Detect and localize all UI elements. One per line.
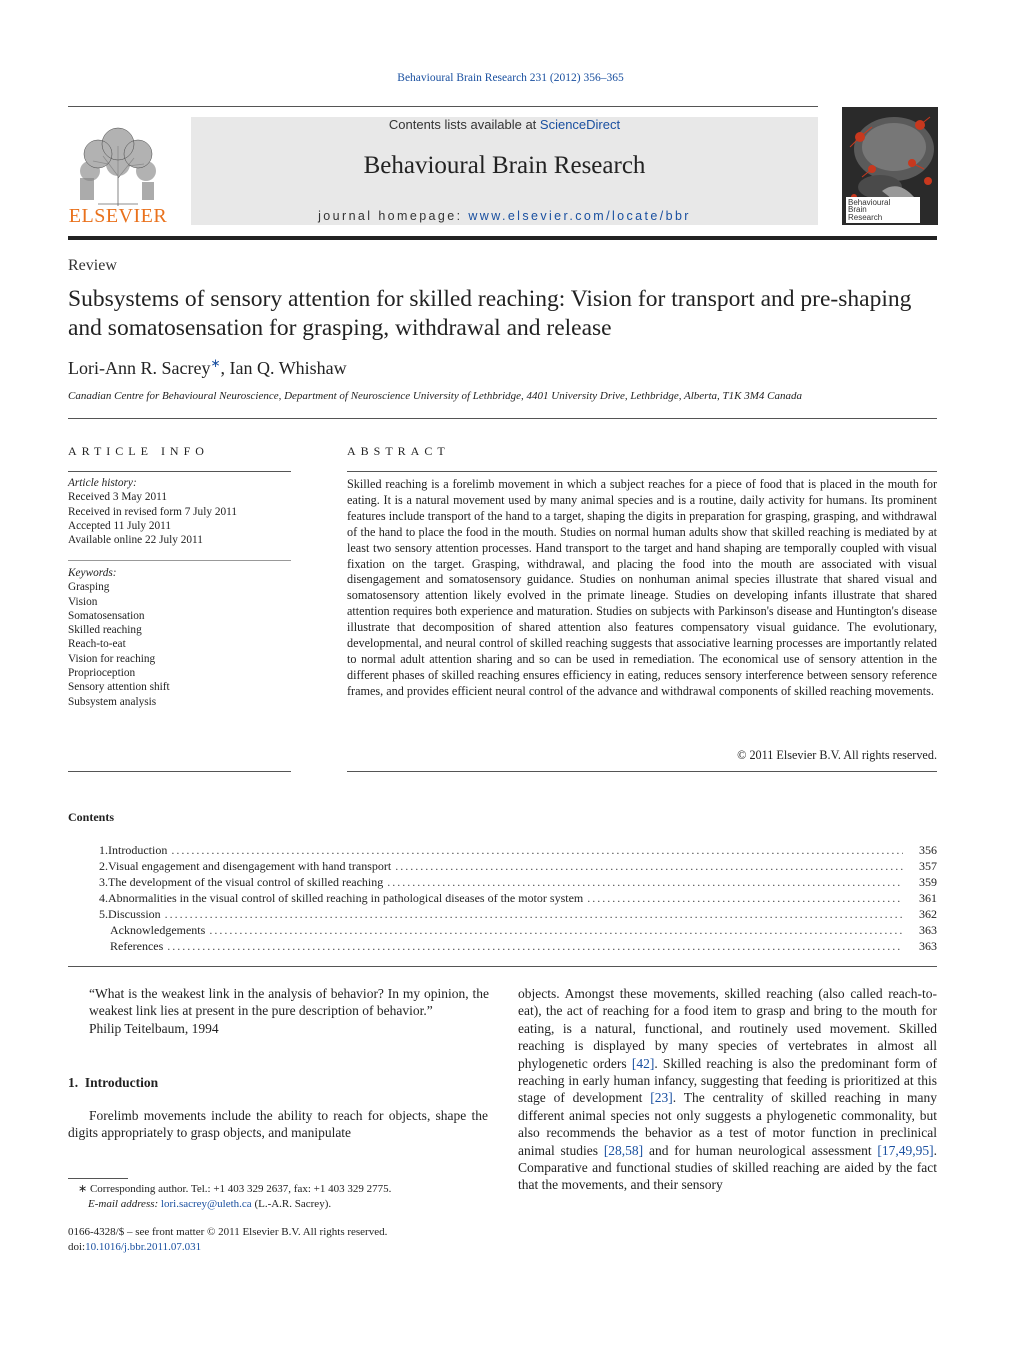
epigraph-source: Philip Teitelbaum, 1994 (89, 1020, 219, 1036)
journal-citation[interactable]: Behavioural Brain Research 231 (2012) 356–365 (397, 72, 624, 84)
keyword: Vision (68, 595, 98, 608)
toc-item-discussion[interactable]: 5. Discussion . . . 362 (68, 907, 937, 923)
corresponding-author-footnote: ∗ Corresponding author. Tel.: +1 403 329 2637, fax: +1 403 329 2775. E-mail address: lori.sacrey@uleth.ca (L.-A.R. Sacrey). (78, 1183, 392, 1210)
introduction-heading: 1. Introduction (68, 1075, 159, 1090)
toc-item-development[interactable]: 3. The development of the visual control of skilled reaching . . . 359 (68, 875, 937, 891)
keyword: Skilled reaching (68, 624, 142, 637)
abstract-text: Skilled reaching is a forelimb movement in which a subject reaches for a piece of food that is placed in the mouth for eating. It is a natural movement used by many animal species and is a routine, daily activity for humans. Its prominent features include transport of the hand to a target, shaping the digits in preparation for grasping, grasping, and withdrawal of the hand to place the food in the mouth. Studies on normal human adults show that skilled reaching is mediated by at least two sensory attention processes. Hand transport to the target and hand shaping are temporally coupled with visual fixation on the target. Grasping, withdrawal, and placing the food into the mouth are associated with visual disengagement and somatosensory guidance. Studies on nonhuman animal species illustrate that shared visual and somatosensory attention likely evolved in the primate lineage. Studies on developing infants illustrate that shared attention requires both experience and maturation. Studies on subjects with Parkinson's disease and Huntington's disease illustrate that decomposition of shared attention also features compensatory visual guidance. The evolutionary, developmental, and neural control of skilled reaching suggests that associative learning processes are importantly related to normal adult attention sharing and so can be used in remediation. The economical use of sensory attention in the different phases of skilled reaching ensures efficiency in eating, reduces sensory interference between sensory reference frames, and provides efficient neural control of the advance and withdrawal components of skilled reaching movements. (347, 477, 937, 698)
abstract-bottom-rule (347, 771, 937, 772)
contents-bottom-rule (68, 966, 937, 967)
keyword: Subsystem analysis (68, 695, 157, 708)
header-rule (68, 106, 818, 107)
keywords-rule (68, 560, 291, 561)
reference-link[interactable]: [28,58] (603, 1142, 644, 1158)
journal-cover-thumbnail[interactable] (842, 107, 938, 225)
sciencedirect-link[interactable]: ScienceDirect (539, 117, 621, 132)
journal-title: Behavioural Brain Research (363, 152, 646, 179)
elsevier-tree-icon (68, 116, 168, 208)
issn-line: 0166-4328/$ – see front matter © 2011 Elsevier B.V. All rights reserved. (68, 1226, 388, 1238)
keyword: Vision for reaching (68, 652, 156, 665)
toc-item-visual-engagement[interactable]: 2. Visual engagement and disengagement with hand transport . . . 357 (68, 859, 937, 875)
table-of-contents (68, 843, 937, 955)
cover-label: Behavioural Brain Research (846, 197, 920, 224)
author-whishaw: , Ian Q. Whishaw (220, 358, 347, 378)
introduction-continued: objects. Amongst these movements, skilled reaching (also called reach-to-eat), the act of reaching for a food item to grasp and bring to the mouth for eating, is a natural, functional, and routinely used movement. Skilled reaching is displayed by many species of vertebrates in almost all phylogenetic orders [42]. Skilled reaching is also the predominant form of reaching in early human infancy, suggesting that feeding is prioritized at this stage of development [23]. The centrality of skilled reaching in many different animal species not only suggests a phylogenetic commonality, but also recommends the behavior as a test of motor function in preclinical animal studies [28,58] and for human neurological assessment [17,49,95]. Comparative and functional studies of skilled reaching are aided by the fact that the movements, and their sensory (518, 986, 937, 1193)
article-meta: 0166-4328/$ – see front matter © 2011 Elsevier B.V. All rights reserved. doi:10.1016/j.bbr.2011.07.031 (68, 1225, 568, 1255)
article-title: Subsystems of sensory attention for skilled reaching: Vision for transport and pre-shaping and somatosensation for grasping, withdrawal and release (68, 286, 912, 341)
history-item: Accepted 11 July 2011 (68, 519, 172, 532)
contents-available-line: Contents lists available at ScienceDirect (388, 117, 621, 132)
footnote-rule (68, 1178, 128, 1179)
keyword: Sensory attention shift (68, 681, 170, 694)
abstract-rule (347, 471, 937, 472)
contents-heading: Contents (68, 810, 115, 824)
author-list (68, 356, 347, 379)
author-email-link[interactable]: lori.sacrey@uleth.ca (160, 1197, 252, 1210)
keyword: Reach-to-eat (68, 638, 126, 651)
keyword: Somatosensation (68, 609, 145, 622)
elsevier-wordmark: ELSEVIER (68, 205, 168, 227)
toc-item-introduction[interactable]: 1. Introduction . . . 356 (68, 843, 937, 859)
history-item: Available online 22 July 2011 (68, 534, 203, 547)
reference-link[interactable]: [17,49,95] (877, 1142, 934, 1158)
reference-link[interactable]: [23] (650, 1090, 673, 1106)
keyword: Proprioception (68, 667, 136, 680)
article-type: Review (68, 257, 117, 274)
article-info-bottom-rule (68, 771, 291, 772)
copyright: © 2011 Elsevier B.V. All rights reserved. (737, 748, 937, 762)
author-sacrey: Lori-Ann R. Sacrey (68, 358, 211, 378)
corresponding-author-mark[interactable]: ∗ (210, 356, 221, 370)
introduction-text: Forelimb movements include the ability to reach for objects, shape the digits appropriately to grasp objects, and manipulate (68, 1108, 488, 1141)
header-thick-rule (68, 236, 937, 240)
epigraph-quote: “What is the weakest link in the analysis of behavior? In my opinion, the weakest link lies at present in the pure description of behavior.” (89, 986, 489, 1019)
article-info-heading: ARTICLE INFO (68, 444, 209, 458)
toc-item-acknowledgements[interactable]: Acknowledgements . . . 363 (68, 923, 937, 939)
keyword: Grasping (68, 581, 110, 594)
keywords: Keywords: Grasping Vision Somatosensation Skilled reaching Reach-to-eat Vision for reaching Proprioception Sensory attention shift Subsystem analysis (68, 566, 291, 709)
abstract-heading: ABSTRACT (347, 444, 450, 458)
history-item: Received 3 May 2011 (68, 491, 168, 504)
article-info-rule (68, 471, 291, 472)
title-rule (68, 418, 937, 419)
article-history: Article history: Received 3 May 2011 Received in revised form 7 July 2011 Accepted 11 July 2011 Available online 22 July 2011 (68, 476, 291, 547)
reference-link[interactable]: [42] (631, 1055, 655, 1071)
toc-item-abnormalities[interactable]: 4. Abnormalities in the visual control of skilled reaching in pathological diseases of the motor system . . . 361 (68, 891, 937, 907)
journal-homepage-link[interactable]: www.elsevier.com/locate/bbr (468, 209, 691, 223)
toc-item-references[interactable]: References . . . 363 (68, 939, 937, 955)
affiliation: Canadian Centre for Behavioural Neuroscience, Department of Neuroscience University of Lethbridge, 4401 University Drive, Lethbridge, Alberta, T1K 3M4 Canada (68, 390, 802, 402)
epigraph (89, 985, 489, 1037)
history-item: Received in revised form 7 July 2011 (68, 505, 237, 518)
journal-homepage-line: journal homepage: www.elsevier.com/locate/bbr (318, 209, 691, 223)
doi-link[interactable]: 10.1016/j.bbr.2011.07.031 (85, 1241, 202, 1253)
elsevier-logo[interactable] (68, 116, 168, 228)
